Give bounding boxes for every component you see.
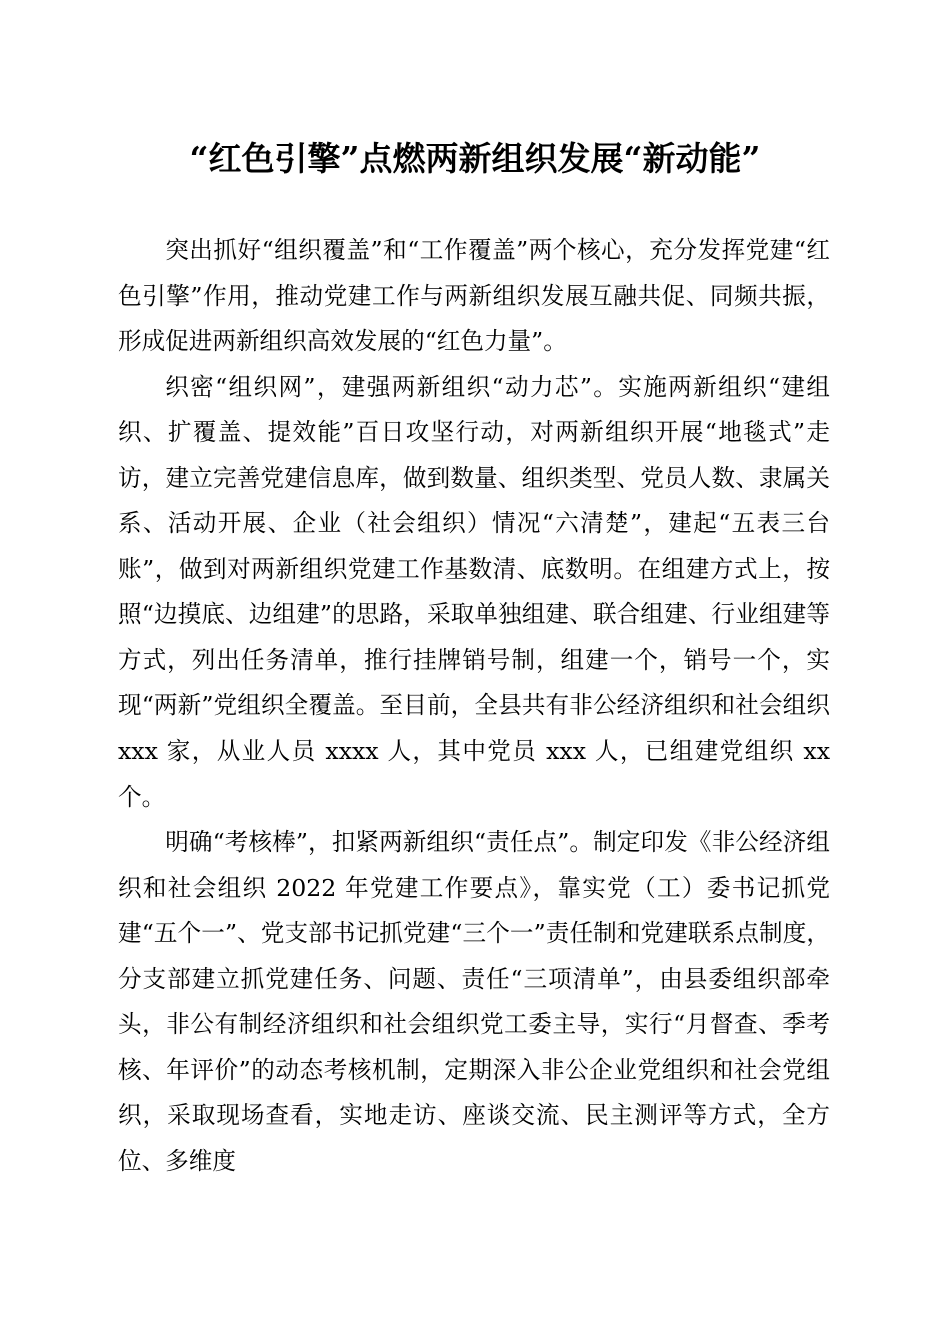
document-title: “红色引擎”点燃两新组织发展“新动能”: [189, 139, 761, 178]
document-body: [118, 228, 830, 1184]
paragraph-organization-network: 织密“组织网”，建强两新组织“动力芯”。实施两新组织“建组织、扩覆盖、提效能”百日攻坚行动，对两新组织开展“地毯式”走访，建立完善党建信息库，做到数量、组织类型、党员人数、隶属关系、活动开展、企业（社会组织）情况“六清楚”，建起“五表三台账”，做到对两新组织党建工作基数清、底数明。在组建方式上，按照“边摸底、边组建”的思路，采取单独组建、联合组建、行业组建等方式，列出任务清单，推行挂牌销号制，组建一个，销号一个，实现“两新”党组织全覆盖。至目前，全县共有非公经济组织和社会组织 xxx 家，从业人员 xxxx 人，其中党员 xxx 人，已组建党组织 xx 个。: [118, 372, 830, 811]
paragraph-assessment: 明确“考核棒”，扣紧两新组织“责任点”。制定印发《非公经济组织和社会组织 2022 年党建工作要点》，靠实党（工）委书记抓党建“五个一”、党支部书记抓党建“三个一”责任制和党建联系点制度，分支部建立抓党建任务、问题、责任“三项清单”，由县委组织部牵头，非公有制经济组织和社会组织党工委主导，实行“月督查、季考核、年评价”的动态考核机制，定期深入非公企业党组织和社会党组织，采取现场查看，实地走访、座谈交流、民主测评等方式，全方位、多维度: [118, 828, 830, 1175]
paragraph-intro: 突出抓好“组织覆盖”和“工作覆盖”两个核心，充分发挥党建“红色引擎”作用，推动党建工作与两新组织发展互融共促、同频共振，形成促进两新组织高效发展的“红色力量”。: [118, 236, 830, 356]
